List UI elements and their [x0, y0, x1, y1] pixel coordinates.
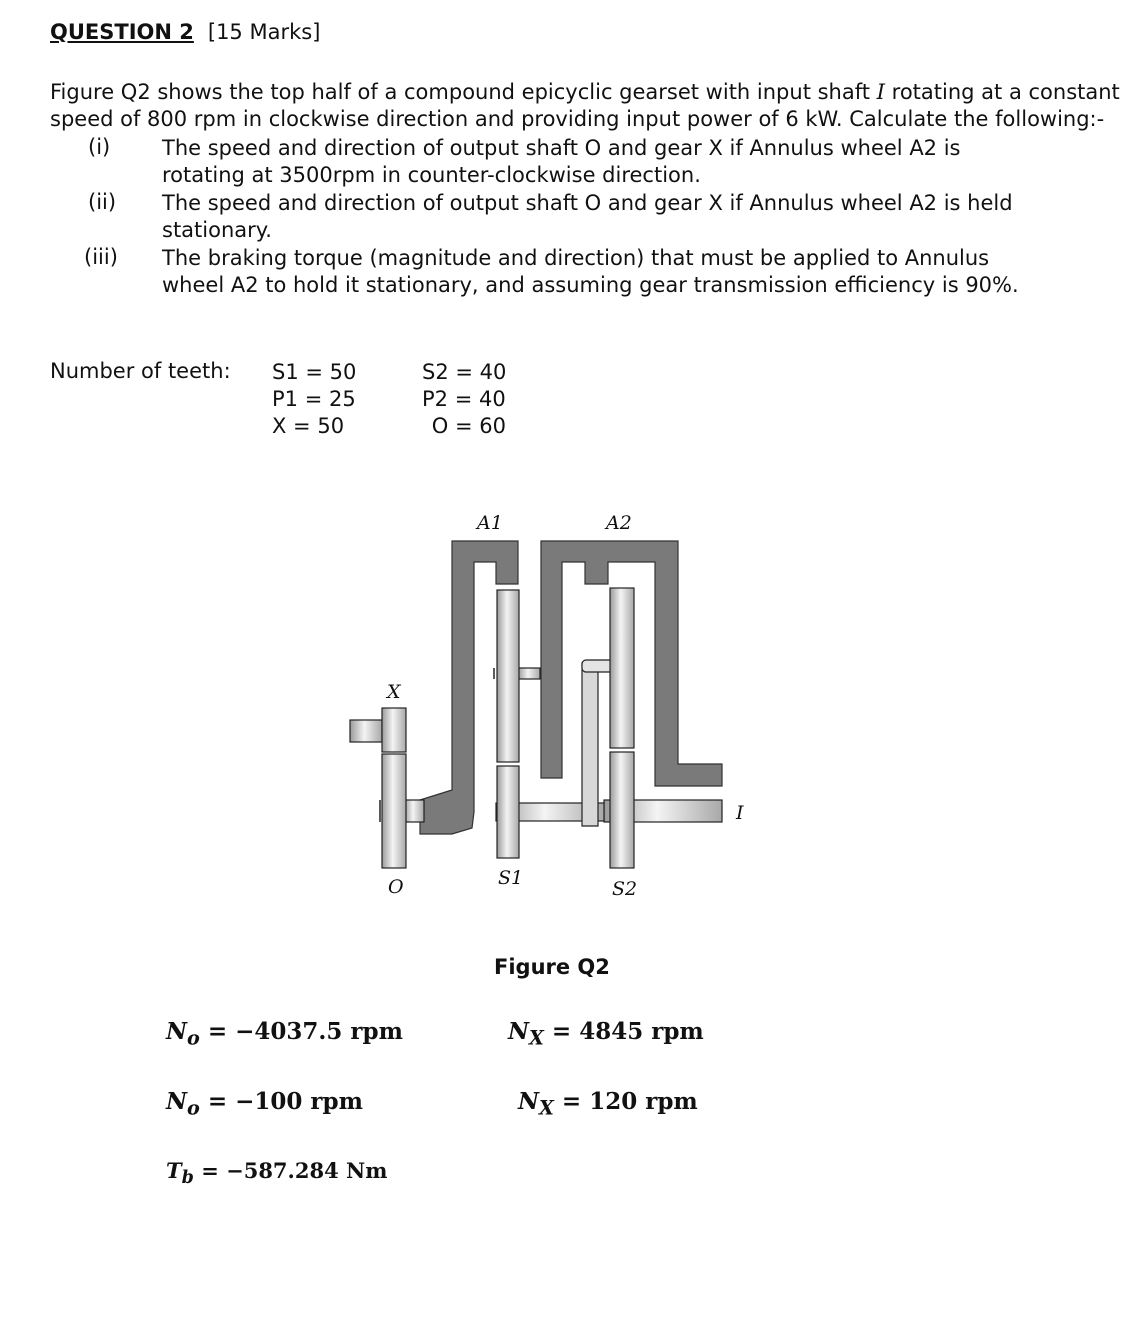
planet-p1	[497, 590, 519, 762]
answer-nx-ii: $N_X = 120$ rpm	[518, 1088, 698, 1120]
label-a1: A1	[477, 512, 503, 534]
item-text: The speed and direction of output shaft O and gear X if Annulus wheel A2 is rotating at 3500rpm in counter-clockwise direction.	[162, 136, 961, 187]
planet-p2	[610, 588, 634, 748]
output-shaft	[404, 800, 424, 822]
answer-nx-i: $N_X = 4845$ rpm	[508, 1018, 704, 1050]
intro-line-1: Figure Q2 shows the top half of a compound epicyclic gearset with input shaft I rotating at a constant	[50, 80, 1120, 104]
sun-s2	[610, 752, 634, 868]
item-number: (ii)	[88, 190, 117, 214]
gear-o	[382, 754, 406, 868]
teeth-p2: P2 = 40	[422, 387, 506, 411]
teeth-s1: S1 = 50	[272, 360, 357, 384]
item-text: The braking torque (magnitude and direction) that must be applied to Annulus wheel A2 to hold it stationary, and assuming gear transmission efficiency is 90%.	[162, 246, 1019, 297]
teeth-s2: S2 = 40	[422, 360, 507, 384]
label-x: X	[387, 681, 401, 703]
intro-line-2: speed of 800 rpm in clockwise direction and providing input power of 6 kW. Calculate the following:-	[50, 107, 1105, 131]
teeth-label: Number of teeth:	[50, 359, 231, 383]
gear-x	[382, 708, 406, 752]
planet-carrier	[582, 663, 598, 826]
answer-tb: $T_b = -587.284$ Nm	[166, 1158, 388, 1189]
label-i: I	[736, 802, 744, 824]
answer-no-ii: $N_o = -100$ rpm	[166, 1088, 363, 1120]
teeth-o: O = 60	[431, 414, 506, 438]
item-number: (iii)	[84, 245, 118, 269]
figure-caption: Figure Q2	[494, 955, 610, 979]
answer-no-i: $N_o = -4037.5$ rpm	[166, 1018, 403, 1050]
sun-s1	[497, 766, 519, 858]
item-number: (i)	[88, 135, 111, 159]
teeth-p1: P1 = 25	[272, 387, 356, 411]
label-s1: S1	[498, 867, 524, 889]
gear-x-shaft	[350, 720, 382, 742]
intro-variable: I	[876, 80, 885, 104]
label-a2: A2	[606, 512, 632, 534]
question-title: QUESTION 2	[50, 20, 194, 44]
label-o: O	[388, 876, 404, 898]
item-text: The speed and direction of output shaft O and gear X if Annulus wheel A2 is held stationary.	[162, 191, 1013, 242]
label-s2: S2	[612, 878, 638, 900]
question-marks: [15 Marks]	[207, 20, 321, 44]
teeth-x: X = 50	[272, 414, 345, 438]
